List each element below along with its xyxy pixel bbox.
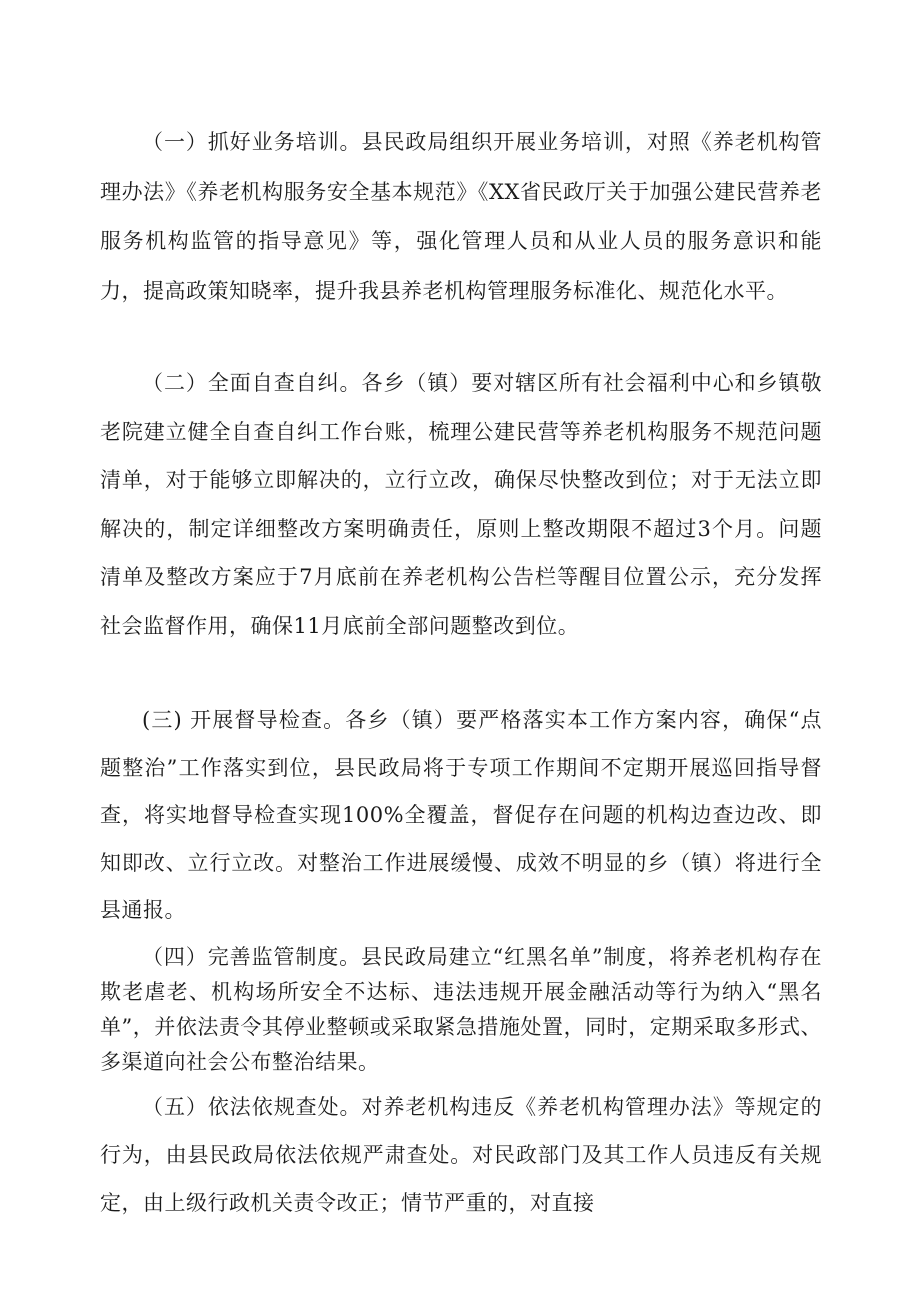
paragraph-legal-enforcement: （五）依法依规查处。对养老机构违反《养老机构管理办法》等规定的行为，由县民政局依法依规严肃查处。对民政部门及其工作人员违反有关规定，由上级行政机关责令改正；情节严重的，对直接 [100,1095,822,1215]
paragraph-training: （一）抓好业务培训。县民政局组织开展业务培训，对照《养老机构管理办法》《养老机构服务安全基本规范》《XX省民政厅关于加强公建民营养老服务机构监管的指导意见》等，强化管理人员和从业人员的服务意识和能力，提高政策知晓率，提升我县养老机构管理服务标准化、规范化水平。 [100,130,822,303]
paragraph-supervision: (三) 开展督导检查。各乡（镇）要严格落实本工作方案内容，确保“点题整治”工作落实到位，县民政局将于专项工作期间不定期开展巡回指导督查，将实地督导检查实现100%全覆盖，督促存在问题的机构边查边改、即知即改、立行立改。对整治工作进展缓慢、成效不明显的乡（镇）将进行全县通报。 [100,708,822,922]
paragraph-self-inspection: （二）全面自查自纠。各乡（镇）要对辖区所有社会福利中心和乡镇敬老院建立健全自查自纠工作台账，梳理公建民营等养老机构服务不规范问题清单，对于能够立即解决的，立行立改，确保尽快整改到位；对于无法立即解决的，制定详细整改方案明确责任，原则上整改期限不超过3个月。问题清单及整改方案应于7月底前在养老机构公告栏等醒目位置公示，充分发挥社会监督作用，确保11月底前全部问题整改到位。 [100,371,822,638]
paragraph-regulatory-system: （四）完善监管制度。县民政局建立“红黑名单”制度，将养老机构存在欺老虐老、机构场所安全不达标、违法违规开展金融活动等行为纳入“黑名单”，并依法责令其停业整顿或采取紧急措施处置，同时，定期采取多形式、多渠道向社会公布整治结果。 [100,945,822,1074]
